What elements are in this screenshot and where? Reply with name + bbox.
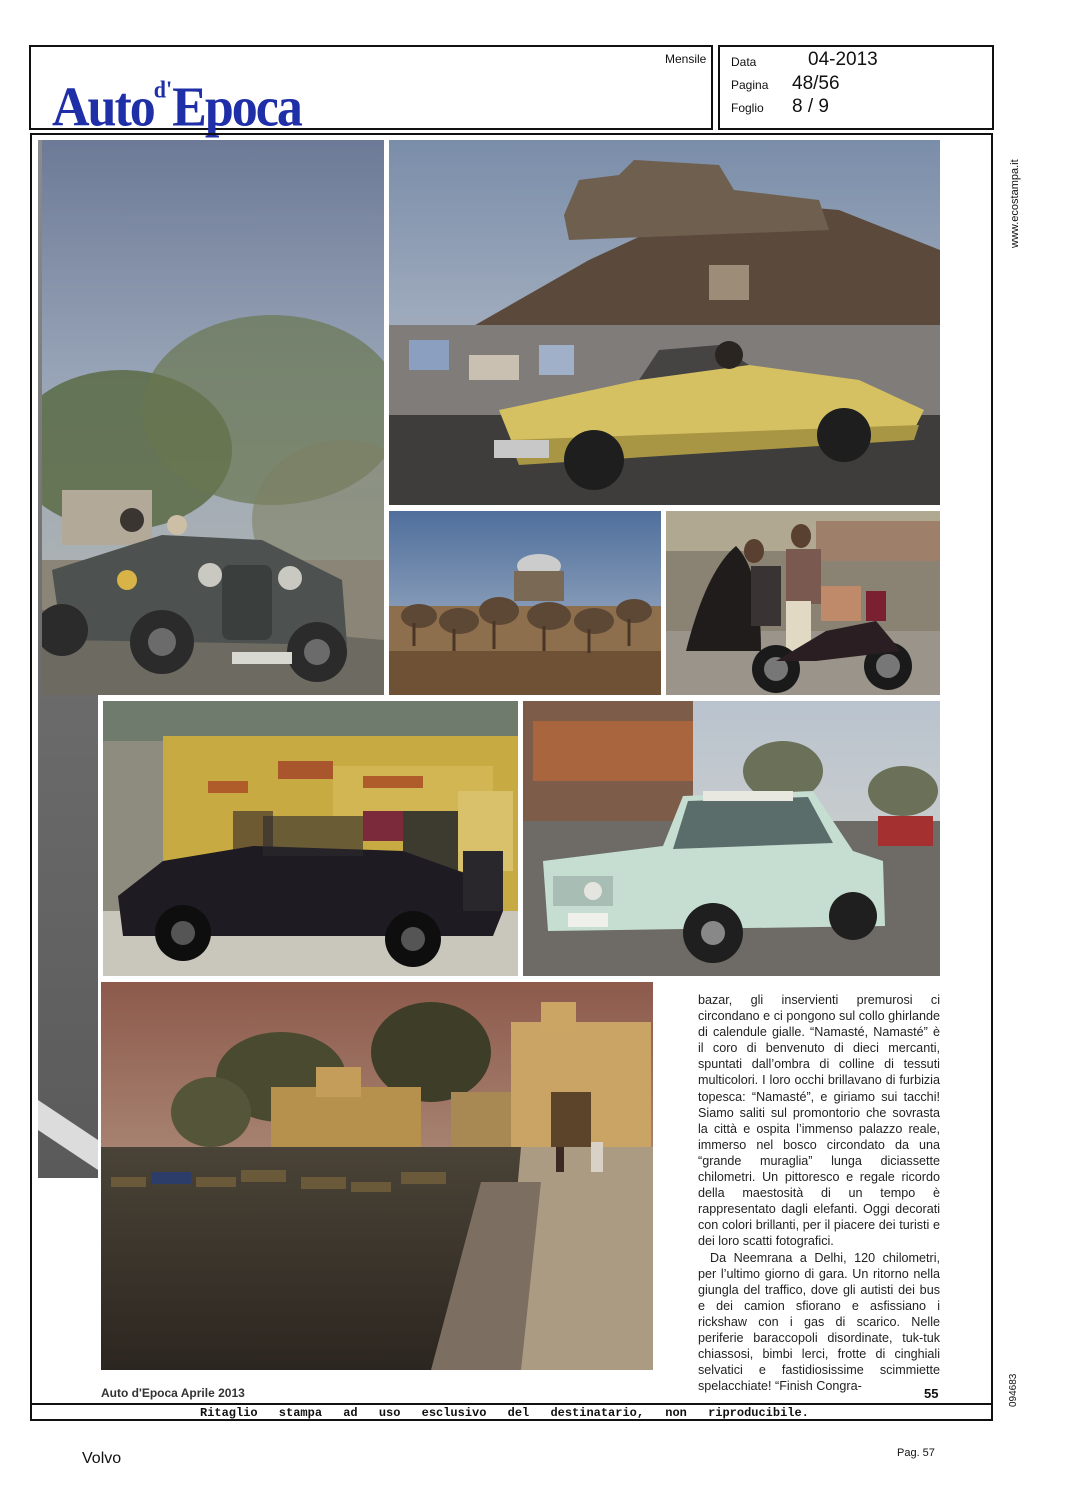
footer-month: Aprile xyxy=(180,1386,215,1400)
photo-white-alfa xyxy=(523,701,940,976)
frequency-label: Mensile xyxy=(665,52,707,66)
footer-magazine: Auto d'Epoca xyxy=(101,1386,178,1400)
footer-year: 2013 xyxy=(218,1386,245,1400)
logo-main: Auto xyxy=(52,76,154,139)
logo-tail: Epoca xyxy=(172,76,301,139)
photo-family-motorbike xyxy=(666,511,940,695)
logo-sup: d' xyxy=(153,75,173,103)
photo-black-car-building xyxy=(103,701,518,976)
date-value: 04-2013 xyxy=(808,49,878,70)
side-url: www.ecostampa.it xyxy=(1009,159,1021,248)
brand-label: Volvo xyxy=(82,1450,122,1467)
photo-vintage-roadster xyxy=(42,140,384,695)
footer-divider xyxy=(30,1403,993,1405)
footer-page-number: 55 xyxy=(924,1386,939,1401)
magazine-logo xyxy=(52,52,301,146)
date-label: Data xyxy=(731,55,757,69)
article-paragraph: Da Neemrana a Delhi, 120 chilometri, per l’ultimo giorno di gara. Un ritorno nella giungla del traffico, dove gli autisti dei bus e dei camion sfiorano e asfissiano i rickshaw con i gas di scarico. Nelle periferie baraccopoli disordinate, tuk-tuk chiassosi, bimbi lerci, frotte di cinghiali selvatici e fastidiosissime scimmiette spelacchiate! “Finish Congra- xyxy=(698,1250,940,1394)
photo-camels xyxy=(389,511,661,695)
clipping-notice: Ritaglio stampa ad uso esclusivo del destinatario, non riproducibile. xyxy=(200,1406,809,1420)
article-text xyxy=(698,992,940,1394)
side-code: 094683 xyxy=(1008,1373,1019,1407)
article-paragraph: bazar, gli inservienti premurosi ci circondano e ci pongono sul collo ghirlande di calendule gialle. “Namasté, Namasté” è il coro di benvenuto di dieci mercanti, spuntati dall’ombra di colline di tessuti multicolori. I loro occhi brillavano di furbizia topesca: “Namasté”, e giriamo sui tacchi! Siamo saliti sul promontorio che sovrasta la città e ospita l’immenso palazzo reale, immerso nel bosco circondato da una “grande muraglia” lunga diciassette chilometri. Un pittoresco e regale ricordo della maestosità di un tempo è rappresentato dagli elefanti. Oggi decorati con colori brillanti, per il piacere dei turisti e dei loro scatti fotografici. xyxy=(698,993,940,1249)
pag-label: Pag. 57 xyxy=(897,1447,935,1459)
magazine-footer xyxy=(101,1386,245,1400)
page-value: 48/56 xyxy=(792,73,840,94)
sheet-label: Foglio xyxy=(731,101,764,115)
photo-yellow-convertible-fort xyxy=(389,140,940,505)
page-label: Pagina xyxy=(731,78,769,92)
sheet-value: 8 / 9 xyxy=(792,96,829,117)
photo-lake-ghat xyxy=(101,982,653,1370)
